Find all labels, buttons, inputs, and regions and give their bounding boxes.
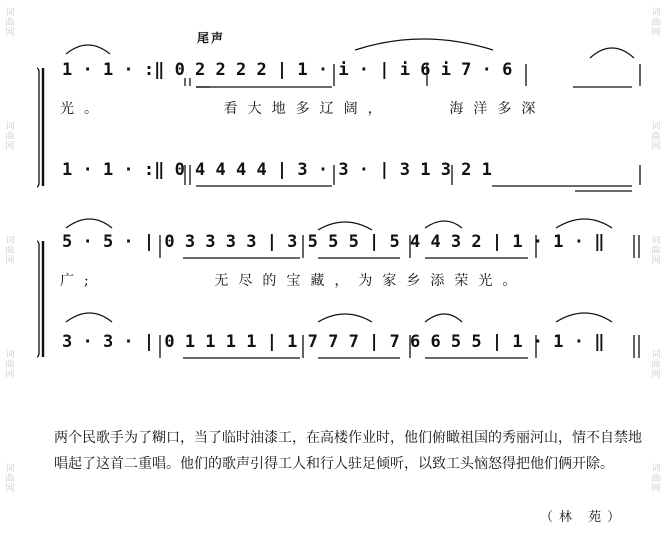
lyrics-line-1: 光。 看大地多辽阔， 海洋多深 (60, 101, 546, 117)
watermark-right-mid: 词 曲 网 (651, 122, 661, 152)
watermark-right-top: 词 曲 网 (651, 8, 661, 38)
watermark-left-mid-2: 词 曲 网 (5, 236, 15, 266)
notes-line-4: 3 · 3 · | 0 1 1 1 1 | 1 7 7 7 | 7 6 6 5 5 | 1 · 1 · ‖ (62, 332, 605, 352)
section-label: 尾声 (197, 31, 226, 45)
watermark-right-bottom-2: 词 曲 网 (651, 464, 661, 494)
watermark-left-bottom: 词 曲 网 (5, 350, 15, 380)
watermark-right-bottom: 词 曲 网 (651, 350, 661, 380)
watermark-left-bottom-2: 词 曲 网 (5, 464, 15, 494)
caption-text: 两个民歌手为了糊口，当了临时油漆工，在高楼作业时，他们俯瞰祖国的秀丽河山，情不自禁地唱起了这首二重唱。他们的歌声引得工人和行人驻足倾听，以致工头恼怒得把他们俩开除。 (54, 430, 642, 472)
signature: （林 苑） (540, 510, 627, 525)
notes-line-3: 5 · 5 · | 0 3 3 3 3 | 3 5 5 5 | 5 4 4 3 2 | 1 · 1 · ‖ (62, 232, 605, 252)
watermark-left-mid: 词 曲 网 (5, 122, 15, 152)
caption (54, 425, 644, 477)
lyrics-line-3: 广; 无尽的宝藏，为家乡添荣光。 (60, 273, 527, 289)
notes-line-1: 1 · 1 · :‖ 0 2 2 2 2 | 1 · i · | i 6 i 7 · 6 (62, 60, 513, 80)
watermark-left-top: 词 曲 网 (5, 8, 15, 38)
watermark-right-mid-2: 词 曲 网 (651, 236, 661, 266)
notes-line-2: 1 · 1 · :‖ 0 4 4 4 4 | 3 · 3 · | 3 1 3 2 1 (62, 160, 492, 180)
